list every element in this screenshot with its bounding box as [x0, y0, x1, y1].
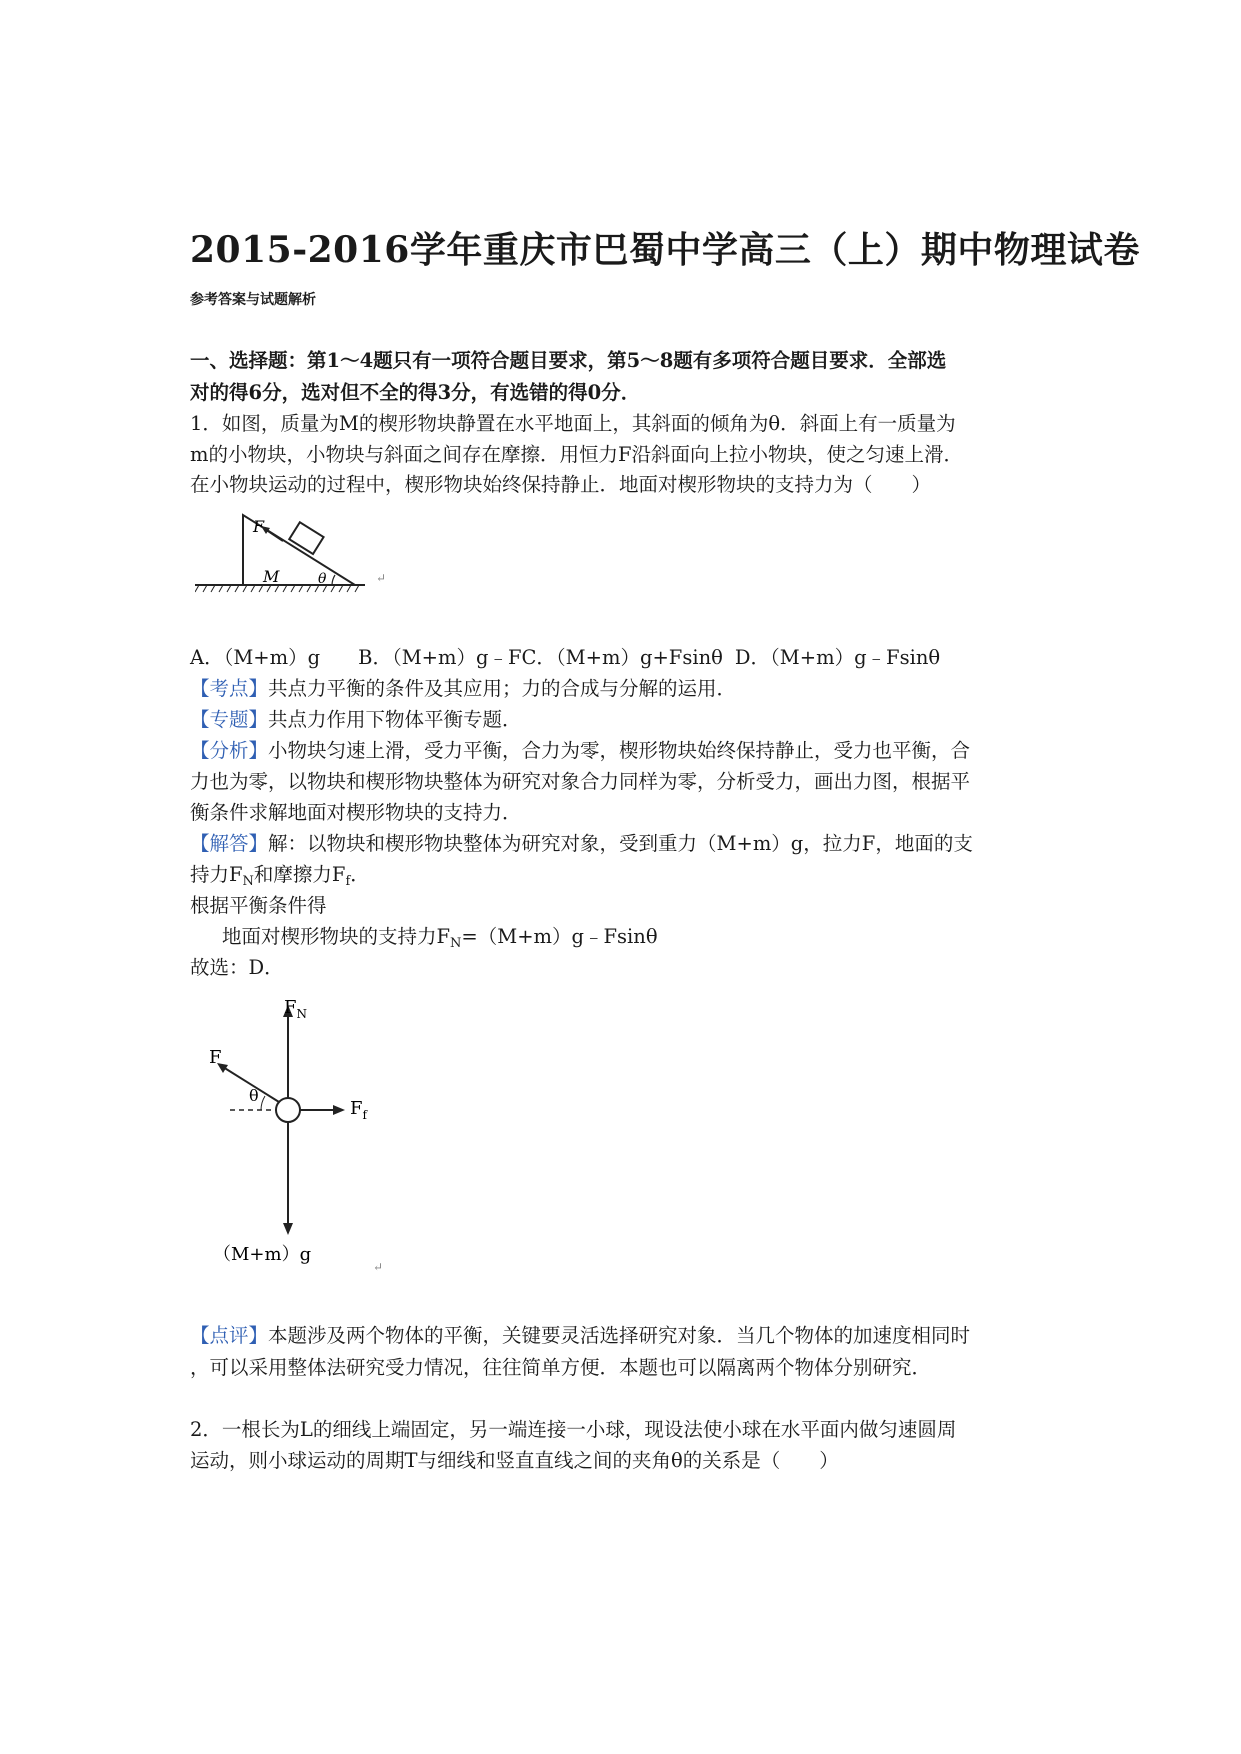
diagram-return-mark: ↵	[373, 1260, 384, 1274]
zhuanti-tag: 【专题】	[190, 708, 269, 731]
ff-label: $F_f$	[350, 1098, 367, 1122]
jieda-tag: 【解答】	[190, 832, 269, 855]
jieda-line-4	[222, 925, 658, 956]
dianping-text-1: 本题涉及两个物体的平衡，关键要灵活选择研究对象．当几个物体的加速度相同时	[268, 1324, 971, 1347]
q1-stem-line-2: m的小物块，小物块与斜面之间存在摩擦．用恒力F沿斜面向上拉小物块，使之匀速上滑．	[190, 443, 964, 466]
page-title: 2015-2016学年重庆市巴蜀中学高三（上）期中物理试卷	[190, 229, 1140, 271]
section-heading-line-1: 一、选择题：第1～4题只有一项符合题目要求，第5～8题有多项符合题目要求．全部选	[190, 349, 947, 372]
wedge-force-label: F	[253, 517, 265, 536]
fenxi-line-3: 衡条件求解地面对楔形物块的支持力．	[190, 801, 522, 824]
q1-options	[190, 646, 940, 670]
option-d: D．（M+m）g﹣Fsinθ	[734, 646, 941, 669]
fenxi-tag: 【分析】	[190, 739, 269, 762]
wedge-angle-label: θ	[318, 571, 327, 587]
jieda-text-2a: 持力F	[190, 863, 243, 886]
fenxi-line-1	[190, 739, 970, 763]
jieda-line-1	[190, 832, 973, 856]
kaodian-tag: 【考点】	[190, 677, 269, 700]
dianping-tag: 【点评】	[190, 1324, 269, 1347]
fenxi-line-2: 力也为零，以物块和楔形物块整体为研究对象合力同样为零，分析受力，画出力图，根据平	[190, 770, 971, 793]
dianping-line-2: ，可以采用整体法研究受力情况，往往简单方便．本题也可以隔离两个物体分别研究．	[190, 1356, 932, 1379]
theta-label: θ	[249, 1086, 259, 1105]
jieda-sub-n: N	[242, 874, 254, 889]
wedge-return-mark: ↵	[376, 571, 387, 585]
zhuanti-line	[190, 708, 522, 732]
option-a: A．（M+m）g	[190, 646, 321, 669]
fn-label: $F_N$	[284, 997, 307, 1021]
jieda-sub-n2: N	[450, 936, 462, 951]
option-b: B．（M+m）g﹣F	[358, 646, 522, 669]
kaodian-line	[190, 677, 736, 701]
option-c: C．（M+m）g+Fsinθ	[521, 646, 723, 669]
zhuanti-text: 共点力作用下物体平衡专题．	[268, 708, 522, 731]
jieda-text-2b: 和摩擦力F	[253, 863, 346, 886]
jieda-line-2	[190, 863, 370, 894]
kaodian-text: 共点力平衡的条件及其应用；力的合成与分解的运用．	[268, 677, 737, 700]
jieda-text-2c: ．	[350, 863, 370, 886]
jieda-line-3: 根据平衡条件得	[190, 894, 327, 917]
wedge-mass-label: M	[263, 567, 280, 586]
jieda-text-1: 解：以物块和楔形物块整体为研究对象，受到重力（M+m）g，拉力F，地面的支	[268, 832, 973, 855]
dianping-line-1	[190, 1324, 970, 1348]
jieda-line-5: 故选：D．	[190, 956, 284, 979]
fenxi-text-1: 小物块匀速上滑，受力平衡，合力为零，楔形物块始终保持静止，受力也平衡，合	[268, 739, 971, 762]
q1-stem-line-1: 1．如图，质量为M的楔形物块静置在水平地面上，其斜面的倾角为θ．斜面上有一质量为	[190, 412, 956, 435]
gravity-label: （M+m）g	[213, 1244, 312, 1265]
jieda-text-4b: =（M+m）g﹣Fsinθ	[461, 925, 658, 948]
f-label: F	[209, 1047, 222, 1068]
q2-stem-line-2: 运动，则小球运动的周期T与细线和竖直直线之间的夹角θ的关系是（ ）	[190, 1449, 839, 1472]
jieda-sub-f: f	[345, 874, 351, 889]
page-subtitle: 参考答案与试题解析	[190, 292, 316, 308]
section-heading-line-2: 对的得6分，选对但不全的得3分，有选错的得0分．	[190, 381, 641, 404]
q1-stem-line-3: 在小物块运动的过程中，楔形物块始终保持静止．地面对楔形物块的支持力为（ ）	[190, 473, 932, 496]
jieda-text-4a: 地面对楔形物块的支持力F	[222, 925, 451, 948]
q2-stem-line-1: 2．一根长为L的细线上端固定，另一端连接一小球，现设法使小球在水平面内做匀速圆周	[190, 1418, 957, 1441]
force-diagram	[195, 995, 415, 1280]
wedge-figure	[195, 512, 405, 597]
